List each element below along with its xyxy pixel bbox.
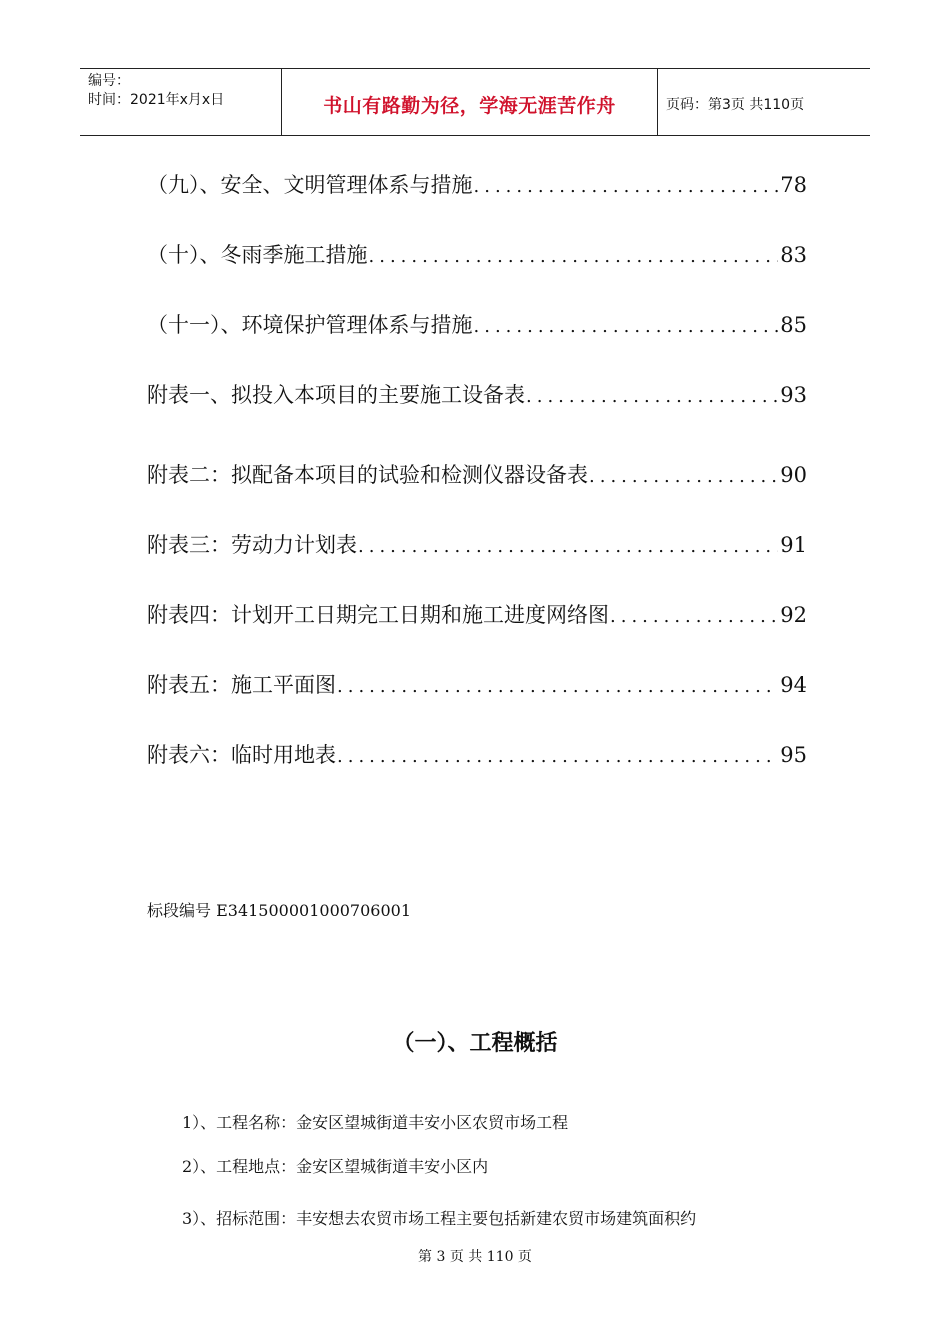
toc-entry[interactable] [147,668,807,702]
toc-entry-page: 85 [780,313,807,337]
toc-entry-page: 93 [780,383,807,407]
toc-dot-leader [526,380,778,414]
paragraph-bid-scope: 3）、招标范围：丰安想去农贸市场工程主要包括新建农贸市场建筑面积约 [182,1209,697,1228]
toc-dot-leader [474,170,779,204]
toc-entry[interactable] [147,458,807,492]
section-heading: （一）、工程概括 [392,1031,558,1056]
toc-entry-title: （九）、安全、文明管理体系与措施 [147,173,473,197]
toc-dot-leader [337,740,778,774]
toc-entry-page: 94 [780,673,807,697]
document-number-label: 编号： [88,73,130,89]
toc-entry[interactable] [147,598,807,632]
toc-entry-title: 附表六：临时用地表 [147,743,336,767]
header-motto: 书山有路勤为径，学海无涯苦作舟 [282,69,658,135]
toc-dot-leader [358,530,778,564]
toc-dot-leader [610,600,778,634]
toc-entry-title: （十一）、环境保护管理体系与措施 [147,313,473,337]
page-footer: 第 3 页 共 110 页 [418,1249,532,1265]
toc-entry[interactable] [147,738,807,772]
toc-entry-title: 附表四：计划开工日期完工日期和施工进度网络图 [147,603,609,627]
toc-entry[interactable] [147,378,807,412]
toc-entry-title: （十）、冬雨季施工措施 [147,243,368,267]
toc-dot-leader [589,460,778,494]
toc-entry-title: 附表二：拟配备本项目的试验和检测仪器设备表 [147,463,588,487]
toc-entry-page: 83 [780,243,807,267]
header-meta [80,69,282,135]
toc-entry-title: 附表三：劳动力计划表 [147,533,357,557]
toc-entry-title: 附表一、拟投入本项目的主要施工设备表 [147,383,525,407]
paragraph-project-name: 1）、工程名称：金安区望城街道丰安小区农贸市场工程 [182,1113,569,1132]
toc-entry[interactable] [147,528,807,562]
toc-dot-leader [369,240,779,274]
toc-entry-page: 78 [780,173,807,197]
paragraph-project-location: 2）、工程地点：金安区望城街道丰安小区内 [182,1157,489,1176]
toc-entry-page: 91 [780,533,807,557]
toc-entry[interactable] [147,238,807,272]
toc-dot-leader [474,310,779,344]
toc-entry[interactable] [147,308,807,342]
document-date: 时间：2021年x月x日 [88,92,225,108]
toc-entry-page: 95 [780,743,807,767]
toc-entry-page: 90 [780,463,807,487]
toc-dot-leader [337,670,778,704]
page-header [80,68,870,136]
header-page-info: 页码：第3页 共110页 [666,97,805,113]
toc-entry-title: 附表五：施工平面图 [147,673,336,697]
section-number: 标段编号 E341500001000706001 [147,901,412,920]
toc-entry-page: 92 [780,603,807,627]
toc-entry[interactable] [147,168,807,202]
